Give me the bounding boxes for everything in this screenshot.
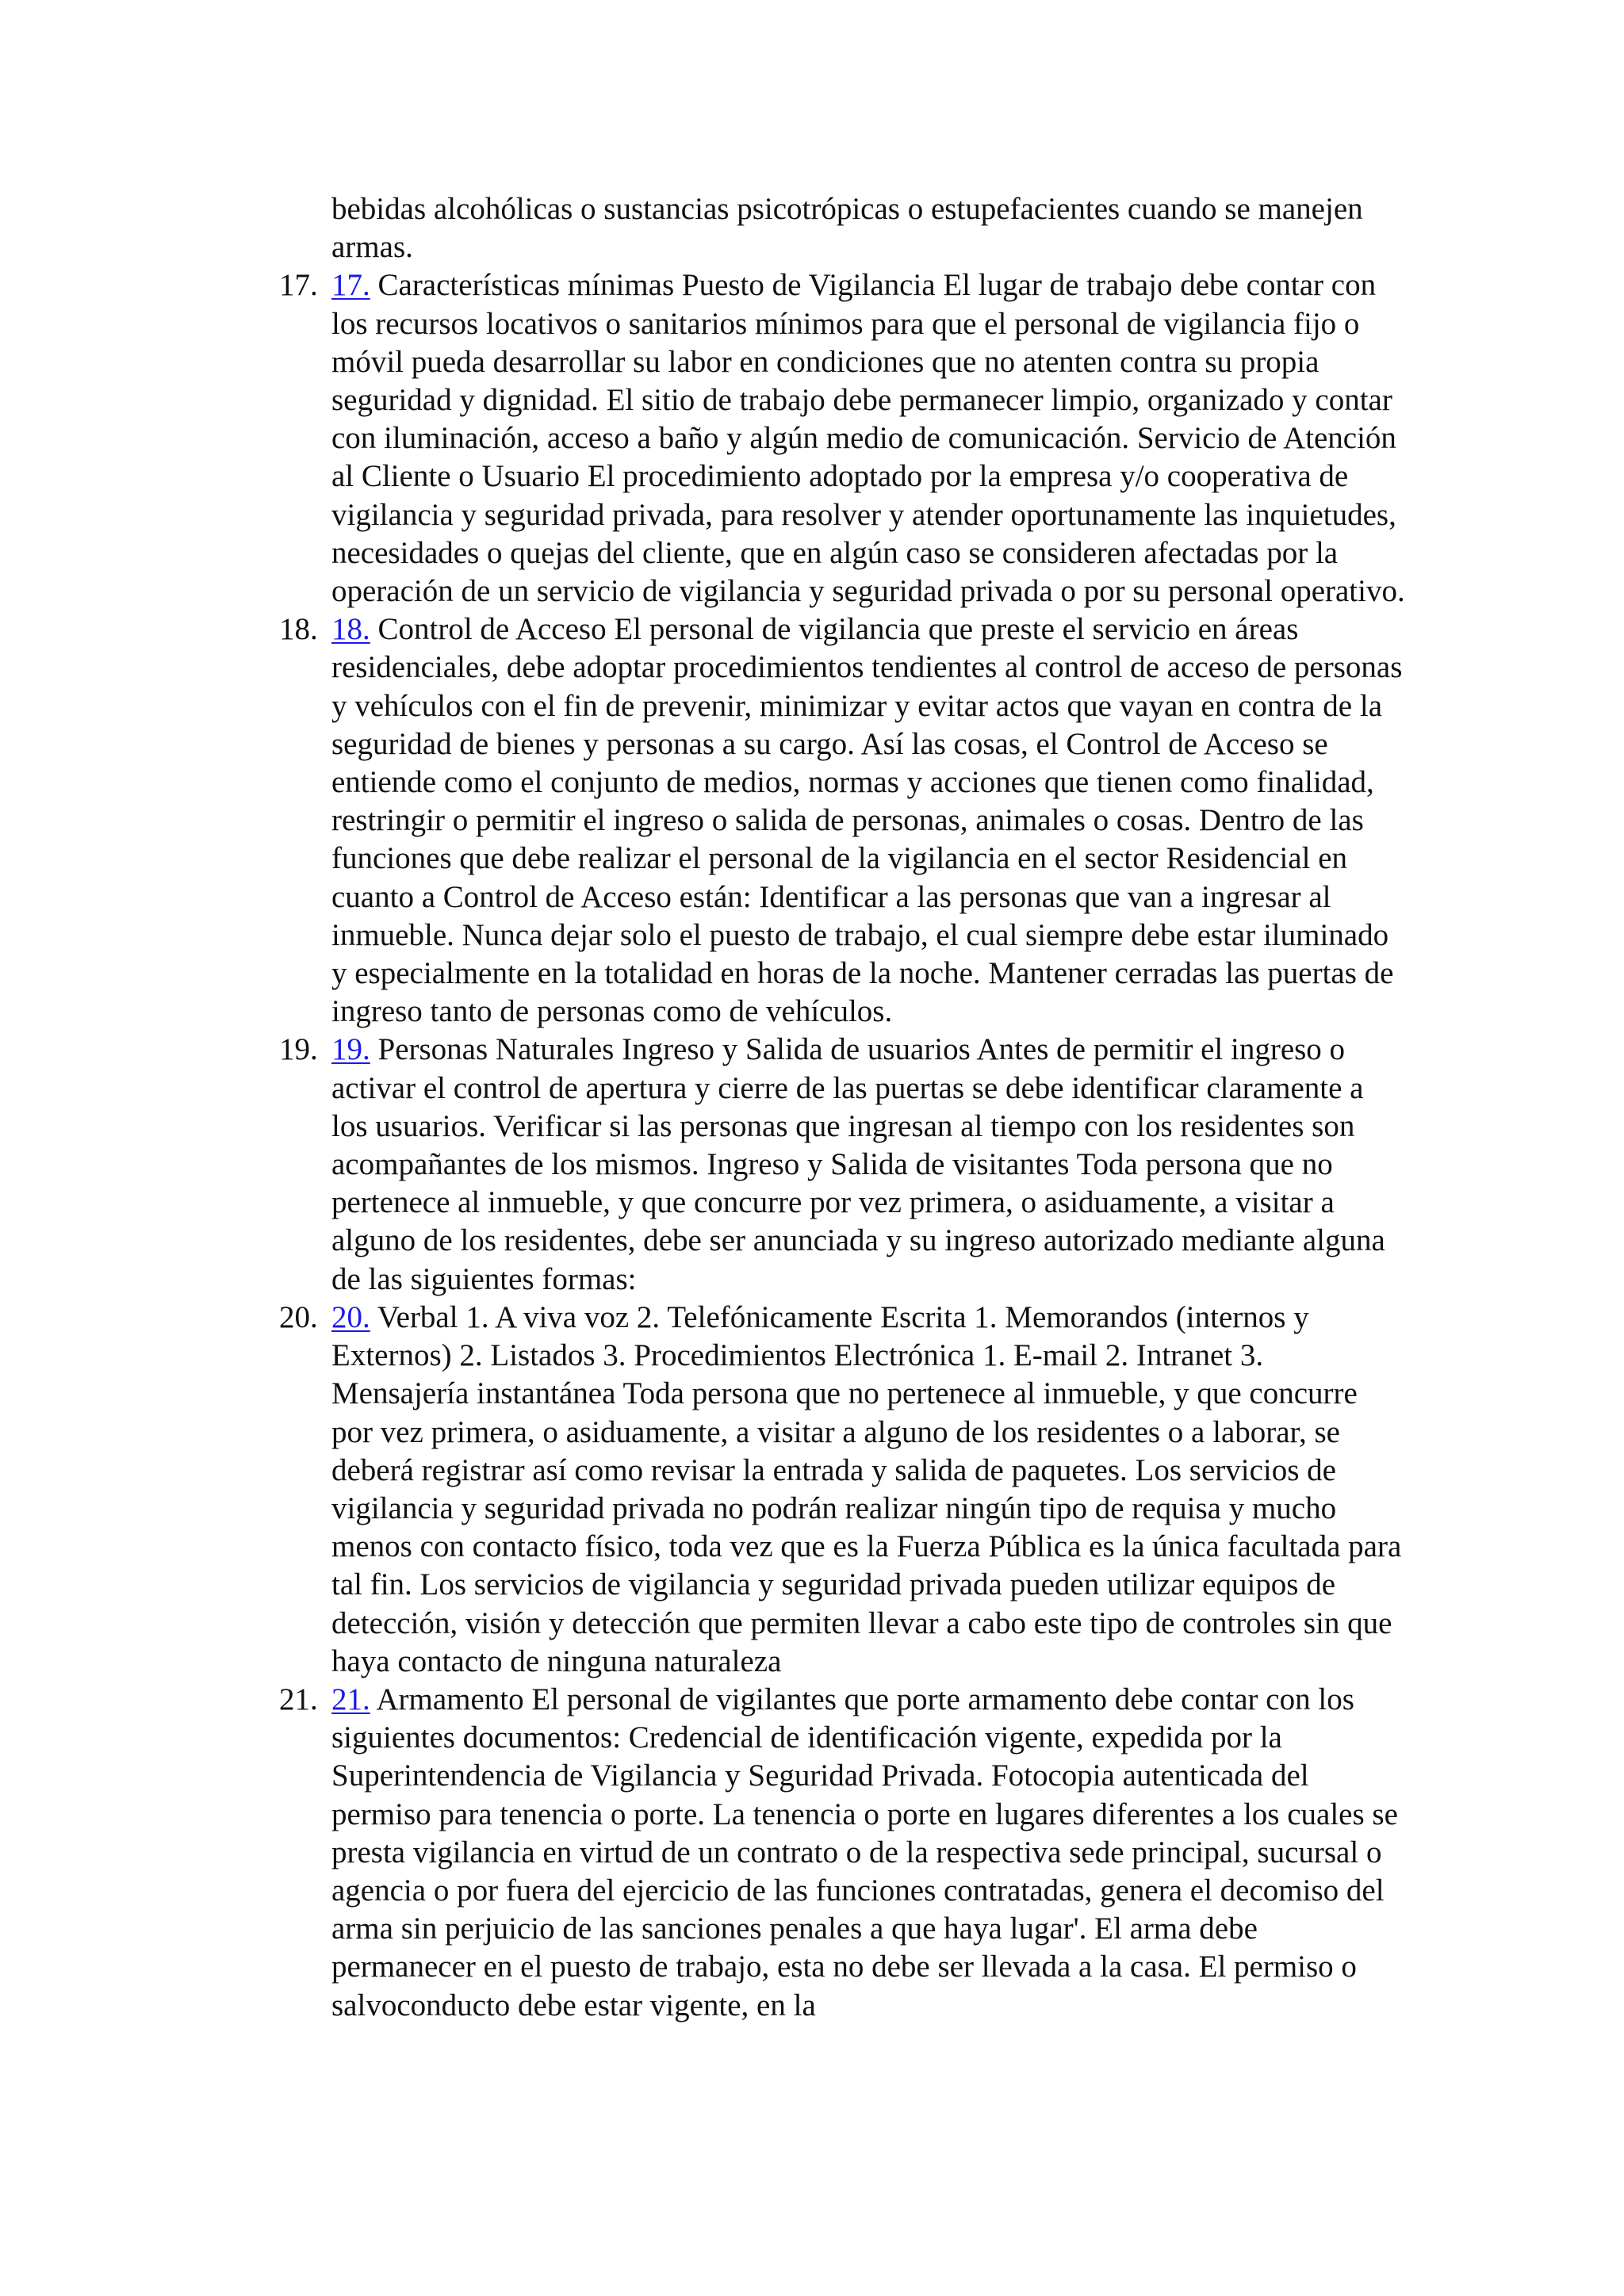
item-link-20[interactable]: 20. (331, 1299, 370, 1334)
item-link-21[interactable]: 21. (331, 1682, 370, 1716)
list-number: 19. (279, 1032, 318, 1067)
numbered-list (279, 266, 1405, 2024)
list-number: 21. (279, 1682, 318, 1716)
list-item-text: Personas Naturales Ingreso y Salida de usuarios Antes de permitir el ingreso o activar el control de apertura y cierre de las puertas se debe identificar claramente a los usuarios. Verificar si las personas que ingresan al tiempo con los residentes son acompañantes de los mismos. Ingreso y Salida de visitantes Toda persona que no pertenece al inmueble, y que concurre por vez primera, o asiduamente, a visitar a alguno de los residentes, debe ser anunciada y su ingreso autorizado mediante alguna de las siguientes formas: (331, 1032, 1385, 1296)
item-link-17[interactable]: 17. (331, 268, 370, 303)
document-body (279, 190, 1405, 2025)
list-number: 20. (279, 1299, 318, 1334)
list-item-text: Características mínimas Puesto de Vigilancia El lugar de trabajo debe contar con los recursos locativos o sanitarios mínimos para que el personal de vigilancia fijo o móvil pueda desarrollar su labor en condiciones que no atenten contra su propia seguridad y dignidad. El sitio de trabajo debe permanecer limpio, organizado y contar con iluminación, acceso a baño y algún medio de comunicación. Servicio de Atención al Cliente o Usuario El procedimiento adoptado por la empresa y/o cooperativa de vigilancia y seguridad privada, para resolver y atender oportunamente las inquietudes, necesidades o quejas del cliente, que en algún caso se consideren afectadas por la operación de un servicio de vigilancia y seguridad privada o por su personal operativo. (331, 268, 1405, 609)
list-number: 18. (279, 612, 318, 647)
list-item-text: Verbal 1. A viva voz 2. Telefónicamente Escrita 1. Memorandos (internos y Externos) 2. Listados 3. Procedimientos Electrónica 1. E-mail 2. Intranet 3. Mensajería instantánea Toda persona que no pertenece al inmueble, y que concurre por vez primera, o asiduamente, a visitar a alguno de los residentes o a laborar, se deberá registrar así como revisar la entrada y salida de paquetes. Los servicios de vigilancia y seguridad privada no podrán realizar ningún tipo de requisa y mucho menos con contacto físico, toda vez que es la Fuerza Pública es la única facultada para tal fin. Los servicios de vigilancia y seguridad privada pueden utilizar equipos de detección, visión y detección que permiten llevar a cabo este tipo de controles sin que haya contacto de ninguna naturaleza (331, 1299, 1402, 1678)
list-item-text: Armamento El personal de vigilantes que porte armamento debe contar con los siguientes documentos: Credencial de identificación vigente, expedida por la Superintendencia de Vigilancia y Seguridad Privada. Fotocopia autenticada del permiso para tenencia o porte. La tenencia o porte en lugares diferentes a los cuales se presta vigilancia en virtud de un contrato o de la respectiva sede principal, sucursal o agencia o por fuera del ejercicio de las funciones contratadas, genera el decomiso del arma sin perjuicio de las sanciones penales a que haya lugar'. El arma debe permanecer en el puesto de trabajo, esta no debe ser llevada a la casa. El permiso o salvoconducto debe estar vigente, en la (331, 1682, 1398, 2022)
continuation-paragraph: bebidas alcohólicas o sustancias psicotrópicas o estupefacientes cuando se manejen armas. (331, 192, 1363, 265)
list-item-21 (279, 1681, 1405, 2025)
list-item-18 (279, 610, 1405, 1031)
item-link-18[interactable]: 18. (331, 612, 370, 647)
item-link-19[interactable]: 19. (331, 1032, 370, 1067)
list-item-19 (279, 1031, 1405, 1298)
list-item-20 (279, 1299, 1405, 1681)
list-item-17 (279, 266, 1405, 610)
list-item-text: Control de Acceso El personal de vigilancia que preste el servicio en áreas residenciales, debe adoptar procedimientos tendientes al control de acceso de personas y vehículos con el fin de prevenir, minimizar y evitar actos que vayan en contra de la seguridad de bienes y personas a su cargo. Así las cosas, el Control de Acceso se entiende como el conjunto de medios, normas y acciones que tienen como finalidad, restringir o permitir el ingreso o salida de personas, animales o cosas. Dentro de las funciones que debe realizar el personal de la vigilancia en el sector Residencial en cuanto a Control de Acceso están: Identificar a las personas que van a ingresar al inmueble. Nunca dejar solo el puesto de trabajo, el cual siempre debe estar iluminado y especialmente en la totalidad en horas de la noche. Mantener cerradas las puertas de ingreso tanto de personas como de vehículos. (331, 612, 1403, 1029)
list-number: 17. (279, 268, 318, 303)
